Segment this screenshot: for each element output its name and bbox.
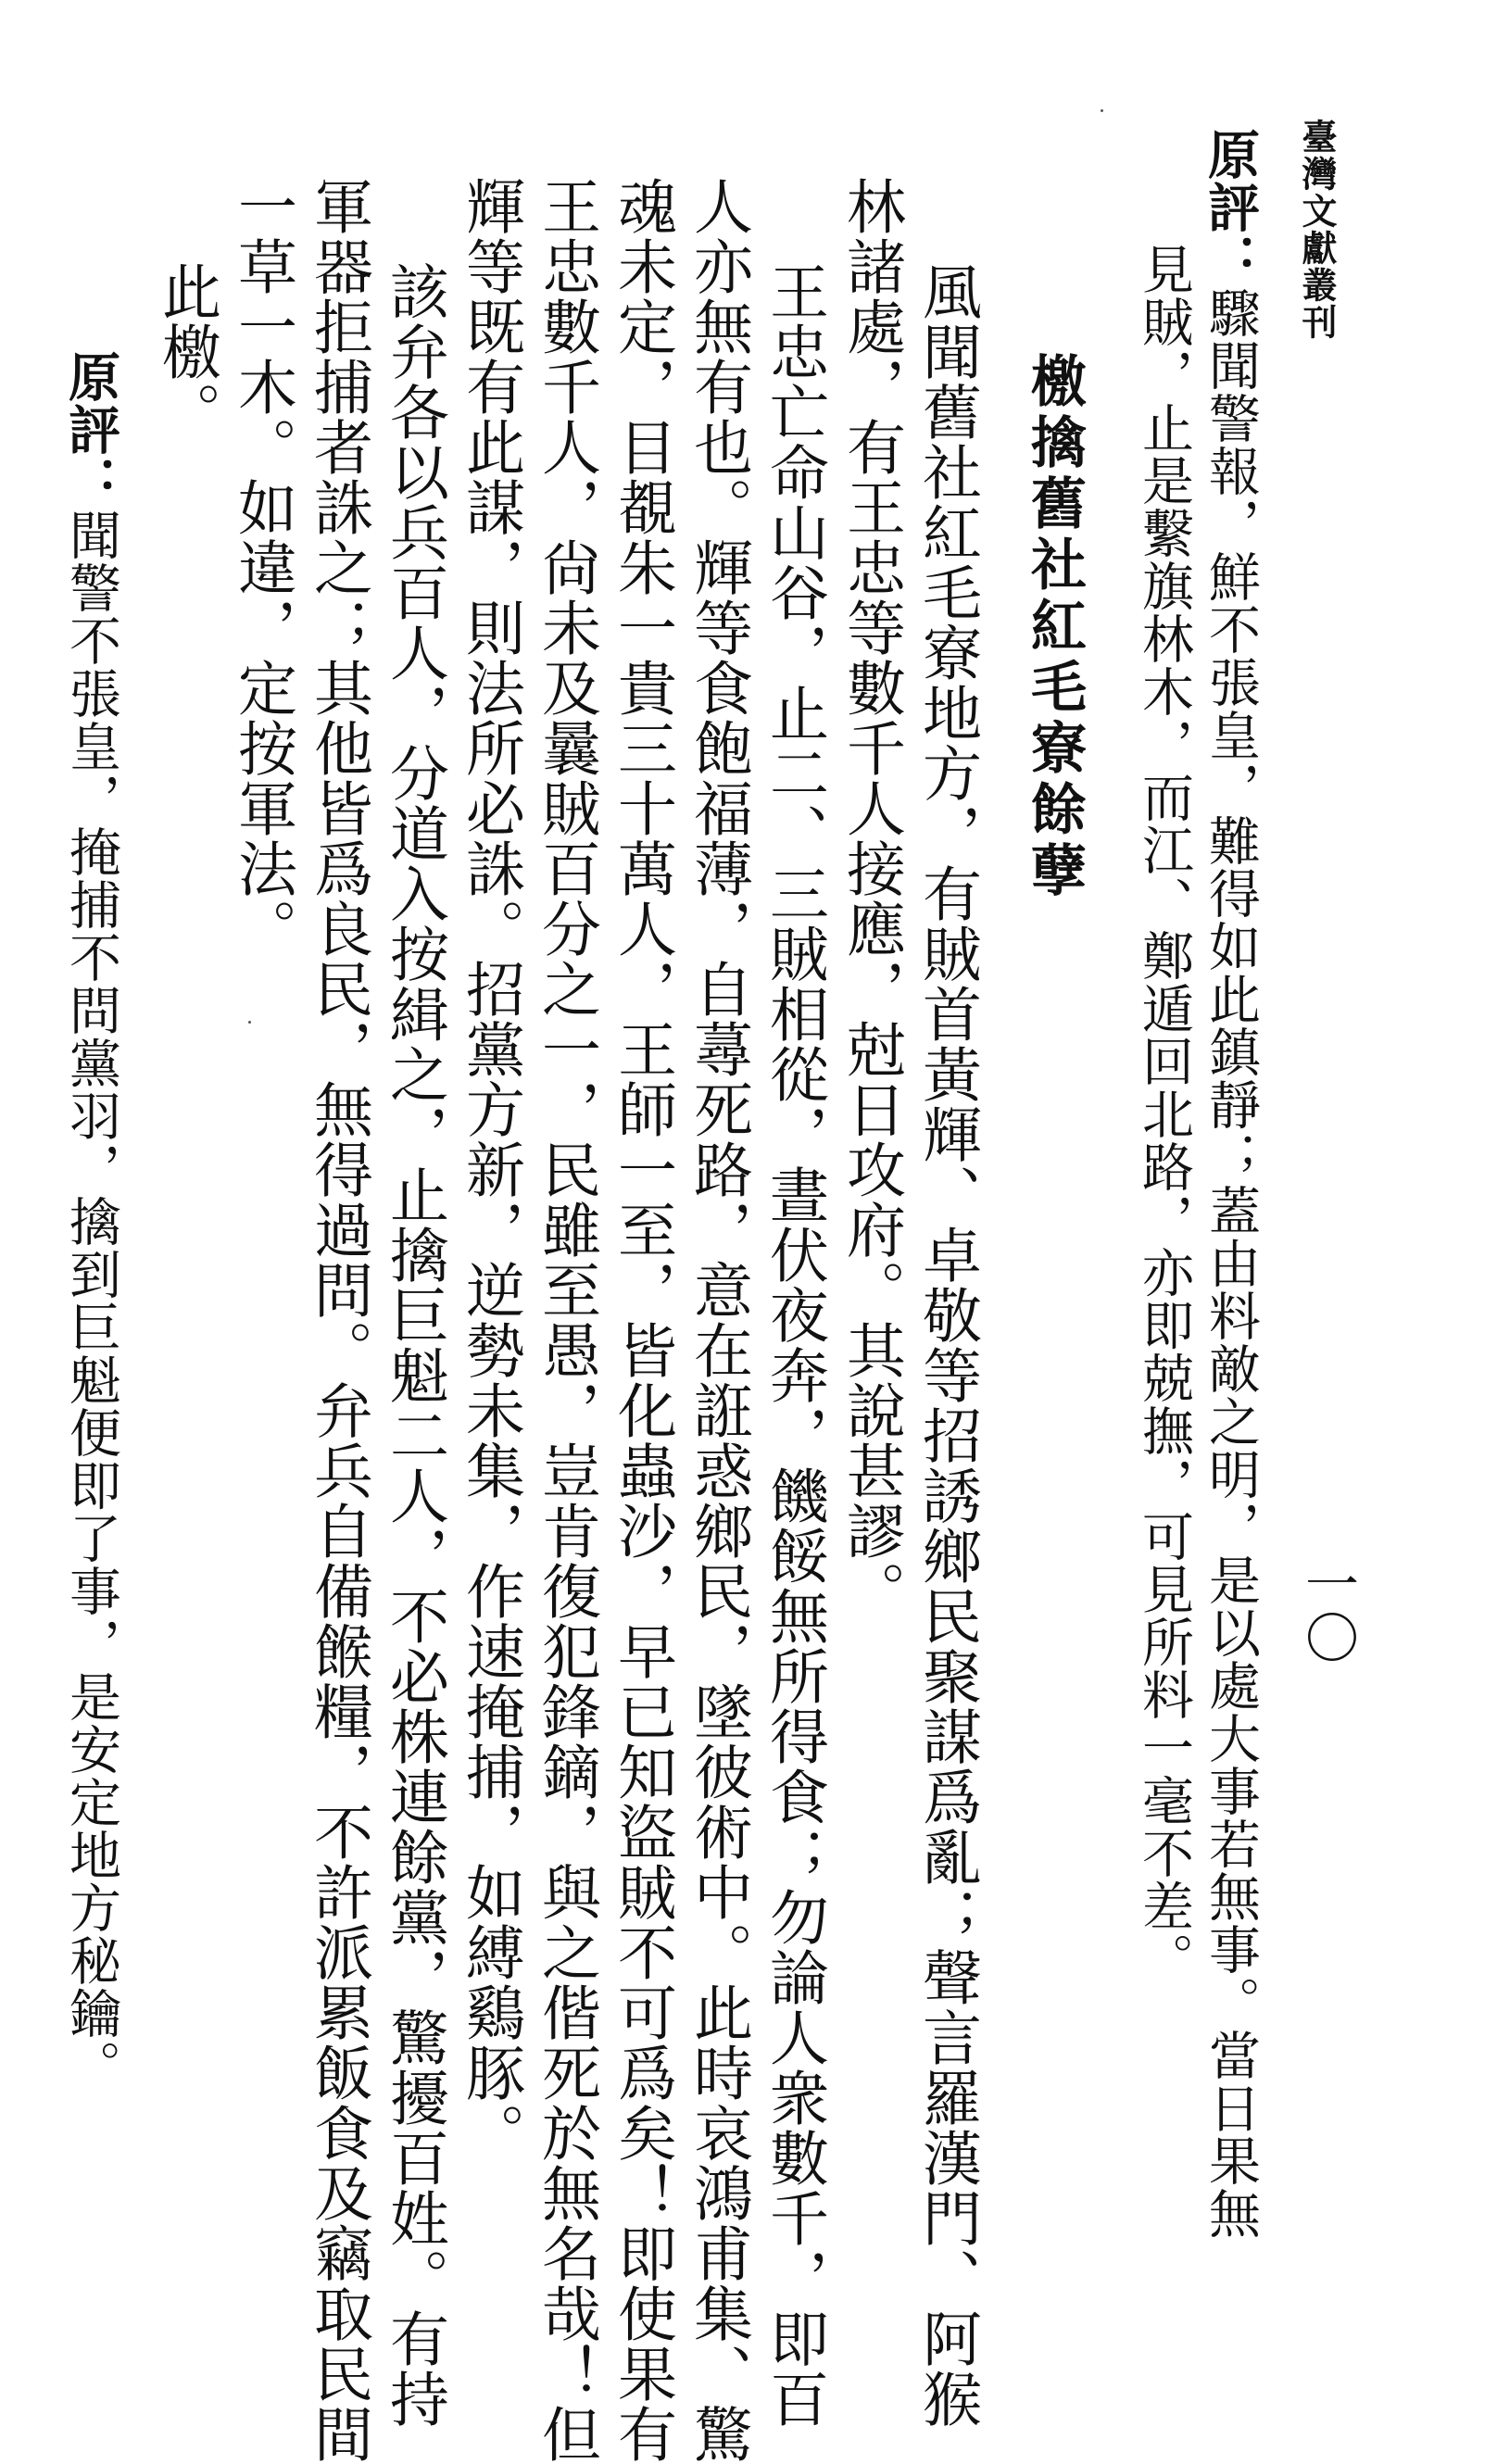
body-line-8: 該弁各以兵百人，分道入按緝之，止擒巨魁二人，不必株連餘黨，驚擾百姓。有持	[380, 261, 448, 2429]
body-line-3: 王忠亡命山谷，止二、三賊相從，晝伏夜奔，饑餒無所得食；勿論人衆數千，即百	[760, 261, 828, 2429]
note-2	[60, 350, 121, 2093]
body-line-1: 風聞舊社紅毛寮地方，有賊首黃輝、卓敬等招誘鄉民聚謀爲亂；聲言羅漢門、阿猴	[912, 261, 981, 2429]
note-2-label: 原評：	[60, 350, 121, 509]
body-line-9: 軍器拒捕者誅之；其他皆爲良民，無得過問。弁兵自備餱糧，不許派累飯食及竊取民間	[304, 176, 372, 2464]
body-line-6: 王忠數千人，尙未及曩賊百分之一，民雖至愚，豈肯復犯鋒鏑，與之偕死於無名哉！但	[532, 176, 600, 2464]
note-1-line-1	[1200, 128, 1261, 2240]
running-head: 臺灣文獻叢刊	[1296, 119, 1338, 341]
body-line-4: 人亦無有也。輝等食飽福薄，自蕁死路，意在誑惑鄉民，墜彼術中。此時哀鴻甫集、驚	[684, 176, 752, 2464]
page-number: 一〇	[1296, 1556, 1359, 1664]
note-2-text: 聞警不張皇，掩捕不問黨羽，擒到巨魁便即了事，是安定地方秘鑰。	[61, 509, 121, 2093]
note-1-line-2: 見賊，止是繫旗林木，而江、鄭遁回北路，亦即兢撫，可見所料一毫不差。	[1134, 243, 1194, 1985]
body-line-2: 林諸處，有王忠等數千人接應，尅日攻府。其說甚謬。	[837, 176, 905, 1621]
section-heading: 檄擒舊社紅毛寮餘孽	[1022, 352, 1087, 902]
print-speck	[1101, 109, 1103, 112]
body-line-5: 魂未定，目覩朱一貴三十萬人，王師一至，皆化蟲沙，早已知盜賊不可爲矣！即使果有	[608, 176, 676, 2464]
note-1-label: 原評：	[1200, 128, 1261, 286]
body-line-7: 輝等既有此謀，則法所必誅。招黨方新，逆勢未集，作速掩捕，如縛鷄豚。	[456, 176, 524, 2163]
print-speck	[248, 1021, 251, 1024]
body-line-10: 一草一木。如違，定按軍法。	[228, 176, 296, 959]
note-1-text-1: 驟聞警報，鮮不張皇，難得如此鎮靜；蓋由料敵之明，是以處大事若無事。當日果無	[1201, 286, 1261, 2240]
body-line-11: 此檄。	[152, 261, 220, 442]
